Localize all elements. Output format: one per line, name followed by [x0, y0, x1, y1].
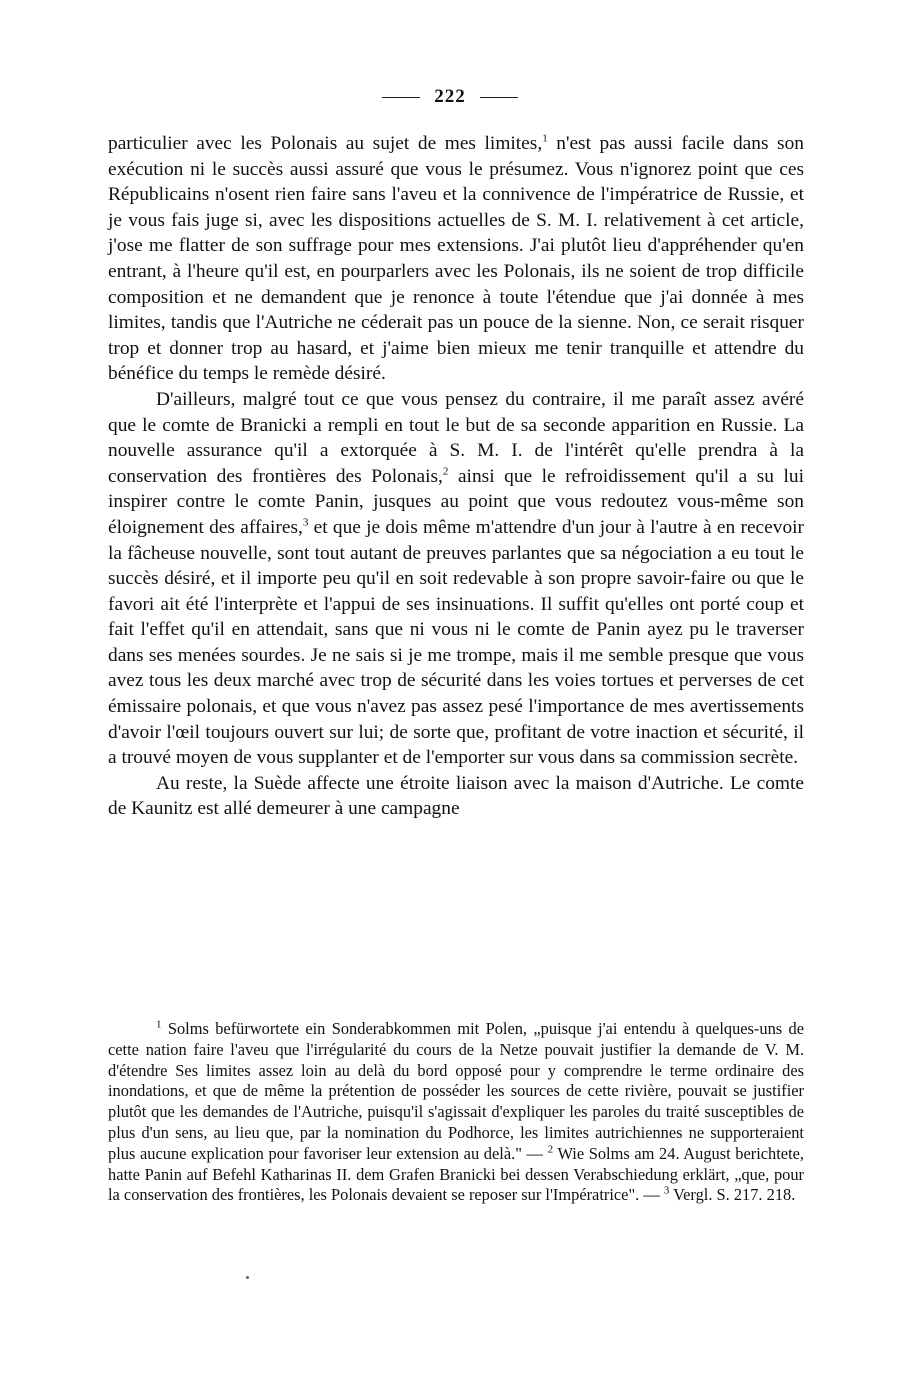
footnote-3-text: Vergl. S. 217. 218. [669, 1185, 796, 1205]
paragraph-2-text-b: ainsi que le refroidissement qu'il a su lui inspirer contre le comte Panin, jusques au point que vous redoutez vous-même son éloignement des affaires, [108, 465, 804, 538]
paragraph-2-text-c: et que je dois même m'attendre d'un jour à l'autre à en recevoir la fâcheuse nouvelle, sont tout autant de preuves parlantes que sa négociation a eu tout le succès désiré, et il importe peu qu'il en soit redevable à son propre savoir-faire ou que le favori ait été l'interprète et l'appui de ses insinuations. Il suffit qu'elles ont porté coup et fait l'effet qu'il en attendait, sans que ni vous ni le comte de Panin ayez pu le traverser dans ses menées sourdes. Je ne sais si je me trompe, mais il me semble presque que vous avez tous les deux marché avec trop de sécurité dans les voies tortues et perverses de cet émissaire polonais, et que vous n'avez pas assez pesé l'importance de mes avertissements d'avoir l'œil toujours ouvert sur lui; de sorte que, profitant de votre inaction et sécurité, il a trouvé moyen de vous supplanter et de l'emporter sur vous dans sa commission secrète. [108, 516, 805, 769]
paragraph-1-text-b: n'est pas aussi facile dans son exécution ni le succès aussi assuré que vous le présumez. Vous n'ignorez point que ces Républicains n'osent rien faire sans l'aveu et la connivence de l'impératrice de Russie, et je vous fais juge si, avec les dispositions actuelles de S. M. I. relativement à cet article, j'ose me flatter de son suffrage pour mes extensions. J'ai plutôt lieu d'appréhender qu'en entrant, à l'heure qu'il est, en pourparlers avec les Polonais, ils ne soient de trop difficile composition et ne demandent que je renonce à toute l'étendue que j'ai donnée à mes limites, tandis que l'Autriche ne céderait pas un pouce de la sienne. Non, ce serait risquer trop et donner trop au hasard, et j'aime bien mieux me tenir tranquille et attendre du bénéfice du temps le remède désiré. [108, 133, 804, 385]
page-header [0, 86, 900, 108]
footnote-1-text: Solms befürwortete ein Sonderabkommen mit Polen, „puisque j'ai entendu à quelques-uns de cette nation faire l'aveu que l'irrégularité du cours de la Netze pouvait justifier la demande de V. M. d'étendre Ses limites assez loin au delà du bord opposé pour y comprendre le terme ordinaire des inondations, et que de même la prétention de posséder les sources de cette rivière, pouvait se justifier plutôt que les demandes de l'Autriche, puisqu'il s'agissait d'expliquer les paroles du traité susceptibles de plus d'un sens, au lieu que, par la nomination du Podhorce, les limites autrichiennes ne supporteraient plus aucune explication pour favoriser leur extension au delà." — [108, 1019, 804, 1163]
paragraph-2-text-a: D'ailleurs, malgré tout ce que vous pensez du contraire, il me paraît assez avéré que le comte de Branicki a rempli en tout le but de sa seconde apparition en Russie. La nouvelle assurance qu'il a extorquée à S. M. I. de l'intérêt qu'elle prendra à la conservation des frontières des Polonais, [108, 388, 804, 487]
footnote-marker-2: 2 [547, 1143, 554, 1156]
header-rule-left [382, 97, 420, 98]
scan-speck [246, 1276, 249, 1279]
footnote-ref-2: 2 [442, 465, 449, 478]
footnote-2-text: Wie Solms am 24. August berichtete, hatte Panin auf Befehl Katharinas II. dem Grafen Branicki bei dessen Verabschiedung erklärt, „que, pour la conservation des frontières, les Polonais devaient se reposer sur l'Impératrice". — [108, 1143, 804, 1205]
paragraph-1-text-a: particulier avec les Polonais au sujet de mes limites, [108, 133, 543, 154]
footnote-marker-1: 1 [156, 1018, 162, 1031]
footnote-ref-1: 1 [542, 132, 548, 145]
header-rule-right [480, 97, 518, 98]
footnote-block [108, 1019, 804, 1206]
footnote-marker-3: 3 [663, 1184, 670, 1197]
paragraph-2 [108, 387, 804, 771]
main-text [108, 131, 804, 822]
footnotes [108, 1019, 804, 1206]
footnote-ref-3: 3 [302, 516, 309, 529]
paragraph-3: Au reste, la Suède affecte une étroite liaison avec la maison d'Autriche. Le comte de Kaunitz est allé demeurer à une campagne [108, 772, 804, 820]
page-number: 222 [434, 86, 466, 107]
paragraph-1 [108, 131, 804, 387]
